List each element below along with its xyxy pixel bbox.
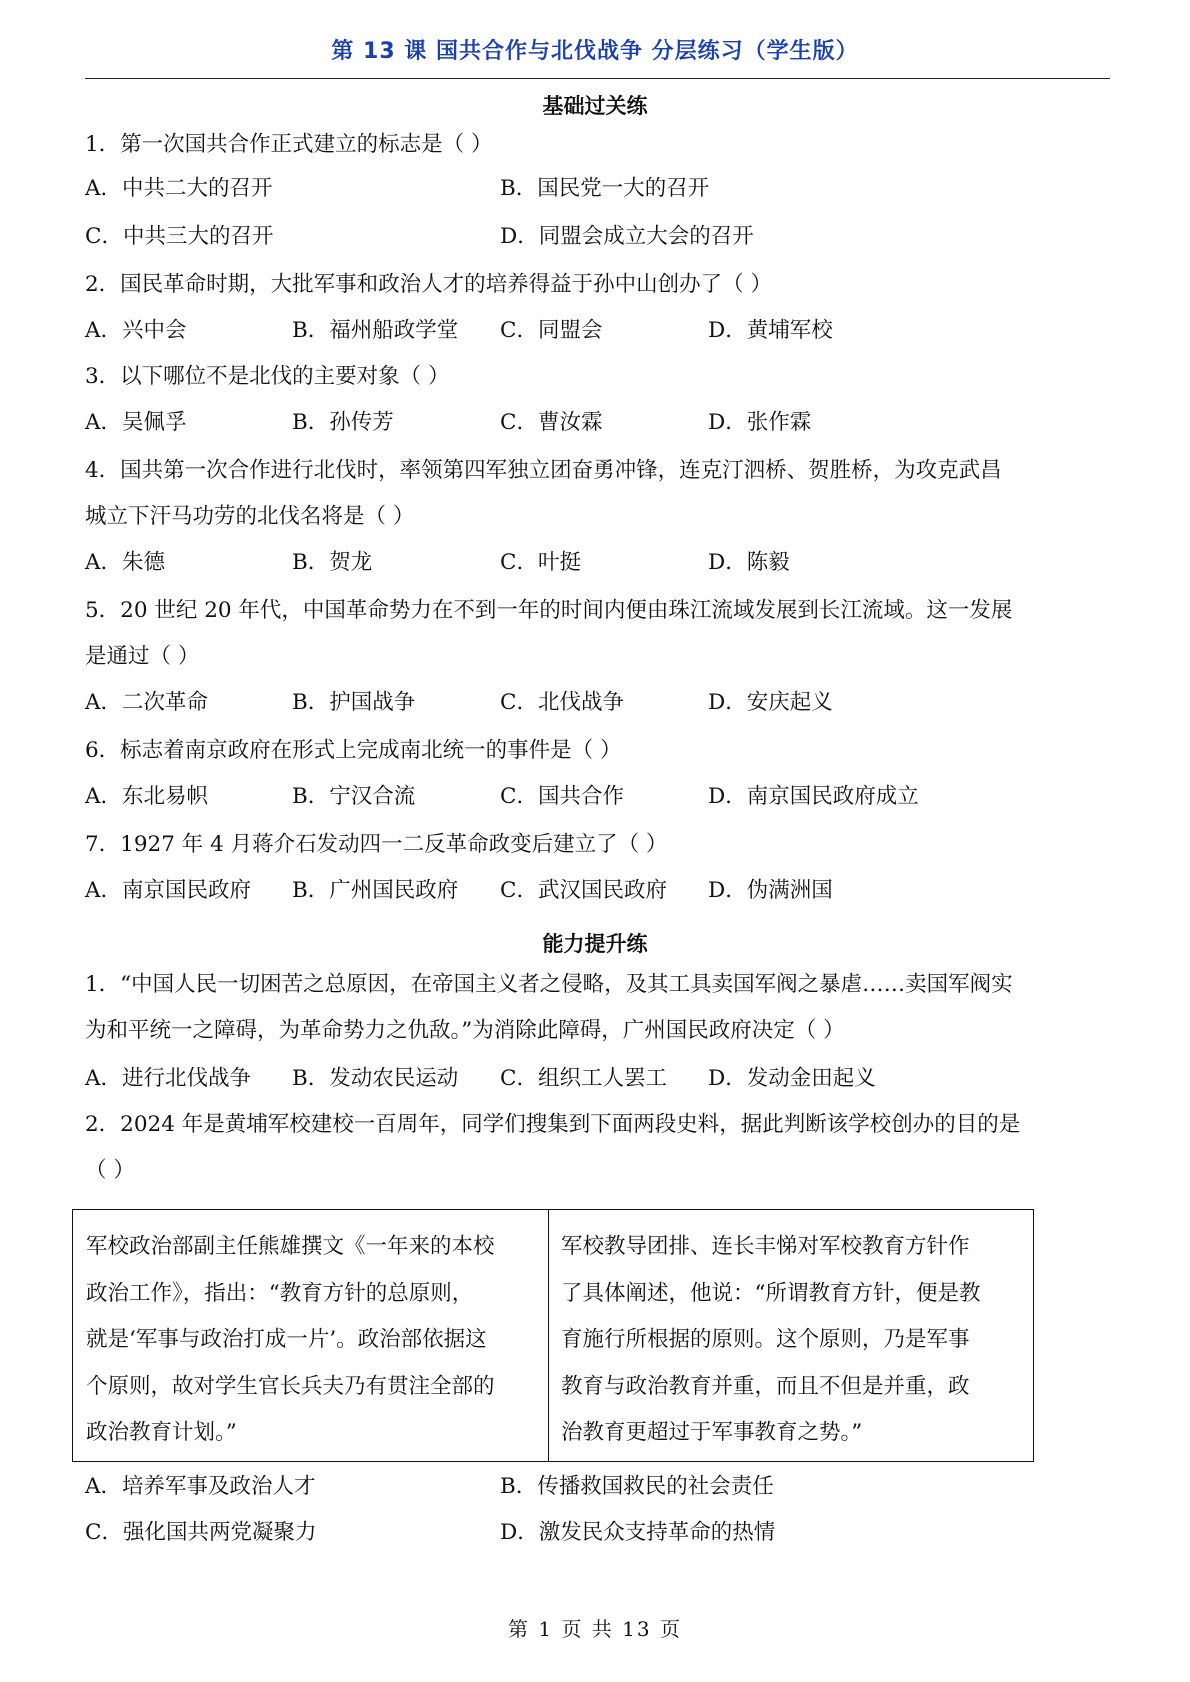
source-cell-right — [561, 1224, 981, 1457]
option-a: A．朱德 — [85, 550, 166, 575]
option-b: B．传播救国救民的社会责任 — [500, 1474, 774, 1499]
option-a: A．兴中会 — [85, 318, 187, 343]
source-line: 军校政治部副主任熊雄撰文《一年来的本校 — [86, 1234, 495, 1259]
option-b: B．广州国民政府 — [292, 878, 459, 903]
question-stem: 3．以下哪位不是北伐的主要对象（ ） — [85, 364, 450, 389]
option-a: A．吴佩孚 — [85, 410, 187, 435]
option-d: D．陈毅 — [708, 550, 790, 575]
option-c: C．国共合作 — [500, 784, 624, 809]
option-b: B．孙传芳 — [292, 410, 394, 435]
option-d: D．激发民众支持革命的热情 — [500, 1520, 776, 1545]
option-a: A．培养军事及政治人才 — [85, 1474, 316, 1499]
question-stem: 4．国共第一次合作进行北伐时，率领第四军独立团奋勇冲锋，连克汀泗桥、贺胜桥，为攻克武昌 — [85, 458, 1002, 483]
source-line: 就是‘军事与政治打成一片’。政治部依据这 — [86, 1327, 487, 1352]
question-stem-continued: （ ） — [85, 1158, 135, 1183]
option-b: B．国民党一大的召开 — [500, 176, 710, 201]
option-b: B．护国战争 — [292, 690, 416, 715]
section-title-advanced: 能力提升练 — [542, 932, 648, 956]
option-d: D．南京国民政府成立 — [708, 784, 919, 809]
option-b: B．贺龙 — [292, 550, 373, 575]
question-stem-continued: 城立下汗马功劳的北伐名将是（ ） — [85, 504, 415, 529]
option-c: C．曹汝霖 — [500, 410, 603, 435]
option-d: D．同盟会成立大会的召开 — [500, 224, 754, 249]
option-c: C．北伐战争 — [500, 690, 624, 715]
page-number: 第 1 页 共 13 页 — [508, 1617, 682, 1641]
table-column-divider — [548, 1210, 549, 1461]
option-c: C．武汉国民政府 — [500, 878, 667, 903]
option-a: A．南京国民政府 — [85, 878, 252, 903]
option-c: C．同盟会 — [500, 318, 603, 343]
option-d: D．安庆起义 — [708, 690, 833, 715]
question-stem: 5．20 世纪 20 年代，中国革命势力在不到一年的时间内便由珠江流域发展到长江流域。这一发展 — [85, 598, 1013, 623]
option-a: A．中共二大的召开 — [85, 176, 273, 201]
option-d: D．黄埔军校 — [708, 318, 833, 343]
option-c: C．中共三大的召开 — [85, 224, 274, 249]
question-stem: 2．国民革命时期，大批军事和政治人才的培养得益于孙中山创办了（ ） — [85, 272, 773, 297]
option-a: A．东北易帜 — [85, 784, 209, 809]
question-stem: 1．第一次国共合作正式建立的标志是（ ） — [85, 132, 493, 157]
question-stem: 2．2024 年是黄埔军校建校一百周年，同学们搜集到下面两段史料，据此判断该学校创办的目的是 — [85, 1112, 1021, 1137]
question-stem: 7．1927 年 4 月蒋介石发动四一二反革命政变后建立了（ ） — [85, 832, 668, 857]
source-line: 治教育更超过于军事教育之势。” — [561, 1420, 863, 1445]
option-b: B．福州船政学堂 — [292, 318, 459, 343]
source-line: 军校教导团排、连长丰悌对军校教育方针作 — [561, 1234, 970, 1259]
source-line: 政治工作》，指出：“教育方针的总原则， — [86, 1280, 474, 1306]
question-stem: 6．标志着南京政府在形式上完成南北统一的事件是（ ） — [85, 738, 622, 763]
source-line: 个原则，故对学生官长兵夫乃有贯注全部的 — [86, 1373, 495, 1399]
option-b: B．宁汉合流 — [292, 784, 416, 809]
option-c: C．叶挺 — [500, 550, 581, 575]
source-line: 育施行所根据的原则。这个原则，乃是军事 — [561, 1327, 970, 1352]
question-stem: 1．“中国人民一切困苦之总原因，在帝国主义者之侵略，及其工具卖国军阀之暴虐……卖国军阀实 — [85, 972, 1013, 997]
document-title: 第 13 课 国共合作与北伐战争 分层练习（学生版） — [331, 39, 859, 64]
source-line: 教育与政治教育并重，而且不但是并重，政 — [561, 1373, 970, 1399]
option-b: B．发动农民运动 — [292, 1066, 459, 1091]
question-stem-continued: 为和平统一之障碍，为革命势力之仇敌。”为消除此障碍，广州国民政府决定（ ） — [85, 1018, 845, 1043]
question-stem-continued: 是通过（ ） — [85, 644, 200, 669]
option-c: C．组织工人罢工 — [500, 1066, 667, 1091]
source-line: 了具体阐述，他说：“所谓教育方针，便是教 — [561, 1280, 981, 1306]
option-d: D．伪满洲国 — [708, 878, 833, 903]
option-c: C．强化国共两党凝聚力 — [85, 1520, 317, 1545]
option-d: D．发动金田起义 — [708, 1066, 876, 1091]
section-title-basic: 基础过关练 — [542, 94, 648, 118]
source-material-table — [72, 1209, 1034, 1462]
option-d: D．张作霖 — [708, 410, 812, 435]
source-cell-left — [86, 1224, 495, 1457]
option-a: A．进行北伐战争 — [85, 1066, 252, 1091]
option-a: A．二次革命 — [85, 690, 209, 715]
header-divider — [85, 78, 1110, 79]
source-line: 政治教育计划。” — [86, 1420, 237, 1445]
